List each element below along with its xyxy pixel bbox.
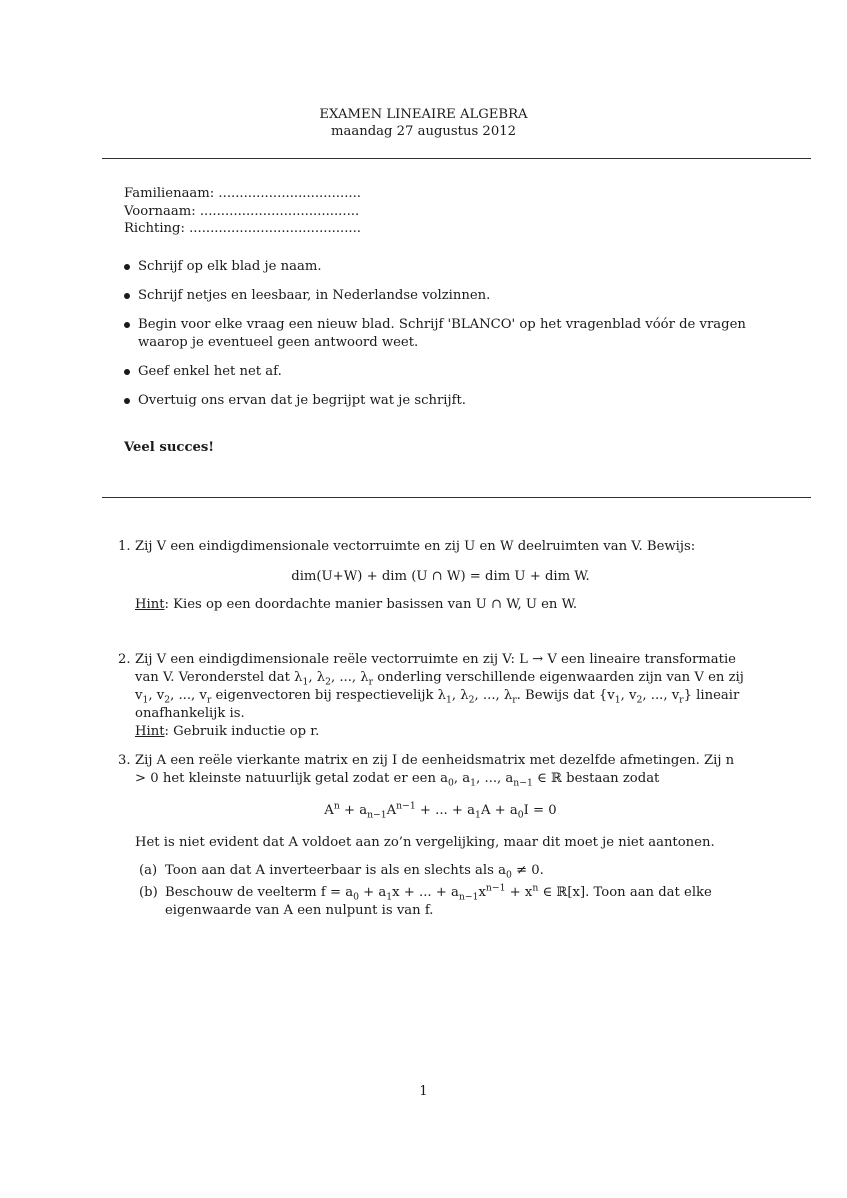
question-text: Zij A een reële vierkante matrix en zij I de eenheidsmatrix met dezelfde afmetingen. Zij n > 0 het kleinste natuurlijk getal zodat er een $a_0$, $a_1$, ..., $a_{n-1}$ ∈ ℝ bestaan zodat <box>135 753 735 789</box>
instruction-item: Overtuig ons ervan dat je begrijpt wat je schrijft. <box>124 392 749 410</box>
question-text: Zij V een eindigdimensionale reële vectorruimte en zij V: L → V een lineaire transformatie van V. Veronderstel dat $\lambda_1$, $\lambda_2$, ..., $\lambda_r$ onderling verschillende eigenwaarden zijn van V en zij $v_1$, $v_2$, ..., $v_r$ eigenvectoren bij respectievelijk $\lambda_1$, $\lambda_2$, ..., $\lambda_r$. Bewijs dat {$v_1$, $v_2$, ..., $v_r$} lineair onafhankelijk is. <box>135 652 744 721</box>
question-3 <box>118 752 746 920</box>
bullet-icon <box>124 398 130 404</box>
question-2 <box>118 651 746 741</box>
exam-header <box>0 106 847 140</box>
exam-title: EXAMEN LINEAIRE ALGEBRA <box>319 107 528 122</box>
subquestion-b: (b) Beschouw de veelterm $f = a_0 + a_1x$ + ... + $a_{n-1}x^{n-1} + x^n$ ∈ ℝ[x]. Toon aan dat elke eigenwaarde van A een nulpunt is van f. <box>139 882 712 918</box>
bullet-icon <box>124 293 130 299</box>
instruction-item: Begin voor elke vraag een nieuw blad. Schrijf 'BLANCO' op het vragenblad vóór de vragen waarop je eventueel geen antwoord weet. <box>124 316 749 352</box>
question-number: 1. <box>118 539 131 554</box>
instruction-item: Schrijf op elk blad je naam. <box>124 258 749 276</box>
page-number: 1 <box>419 1084 428 1099</box>
student-fields <box>124 185 361 238</box>
question-equation: dim(U+W) + dim (U ∩ W) = dim U + dim W. <box>291 568 590 584</box>
divider-bottom <box>102 497 811 498</box>
closing-text: Veel succes! <box>124 440 215 455</box>
instruction-item: Schrijf netjes en leesbaar, in Nederlandse volzinnen. <box>124 287 749 305</box>
instructions-list <box>124 258 749 421</box>
exam-date: maandag 27 augustus 2012 <box>330 124 516 139</box>
field-voornaam: Voornaam: ...................................... <box>124 203 360 219</box>
question-equation: $A^n + a_{n-1}A^{n-1}$ + ... + $a_1A + a_0I = 0$ <box>324 800 557 821</box>
question-hint: Hint: Kies op een doordachte manier basissen van U ∩ W, U en W. <box>135 596 578 612</box>
field-richting: Richting: ......................................... <box>124 221 361 236</box>
field-familienaam: Familienaam: .................................. <box>124 186 361 201</box>
instruction-item: Geef enkel het net af. <box>124 363 749 381</box>
question-note: Het is niet evident dat A voldoet aan zo’n vergelijking, maar dit moet je niet aantonen. <box>135 834 715 850</box>
bullet-icon <box>124 264 130 270</box>
question-number: 3. <box>118 753 131 768</box>
question-number: 2. <box>118 652 131 667</box>
bullet-icon <box>124 322 130 328</box>
question-text: Zij V een eindigdimensionale vectorruimte en zij U en W deelruimten van V. Bewijs: <box>135 539 696 554</box>
bullet-icon <box>124 369 130 375</box>
subquestion-a: (a) Toon aan dat A inverteerbaar is als en slechts als $a_0 \ne 0$. <box>139 862 544 881</box>
question-1 <box>118 538 746 614</box>
question-hint: Hint: Gebruik inductie op r. <box>135 723 320 739</box>
divider-top <box>102 158 811 159</box>
